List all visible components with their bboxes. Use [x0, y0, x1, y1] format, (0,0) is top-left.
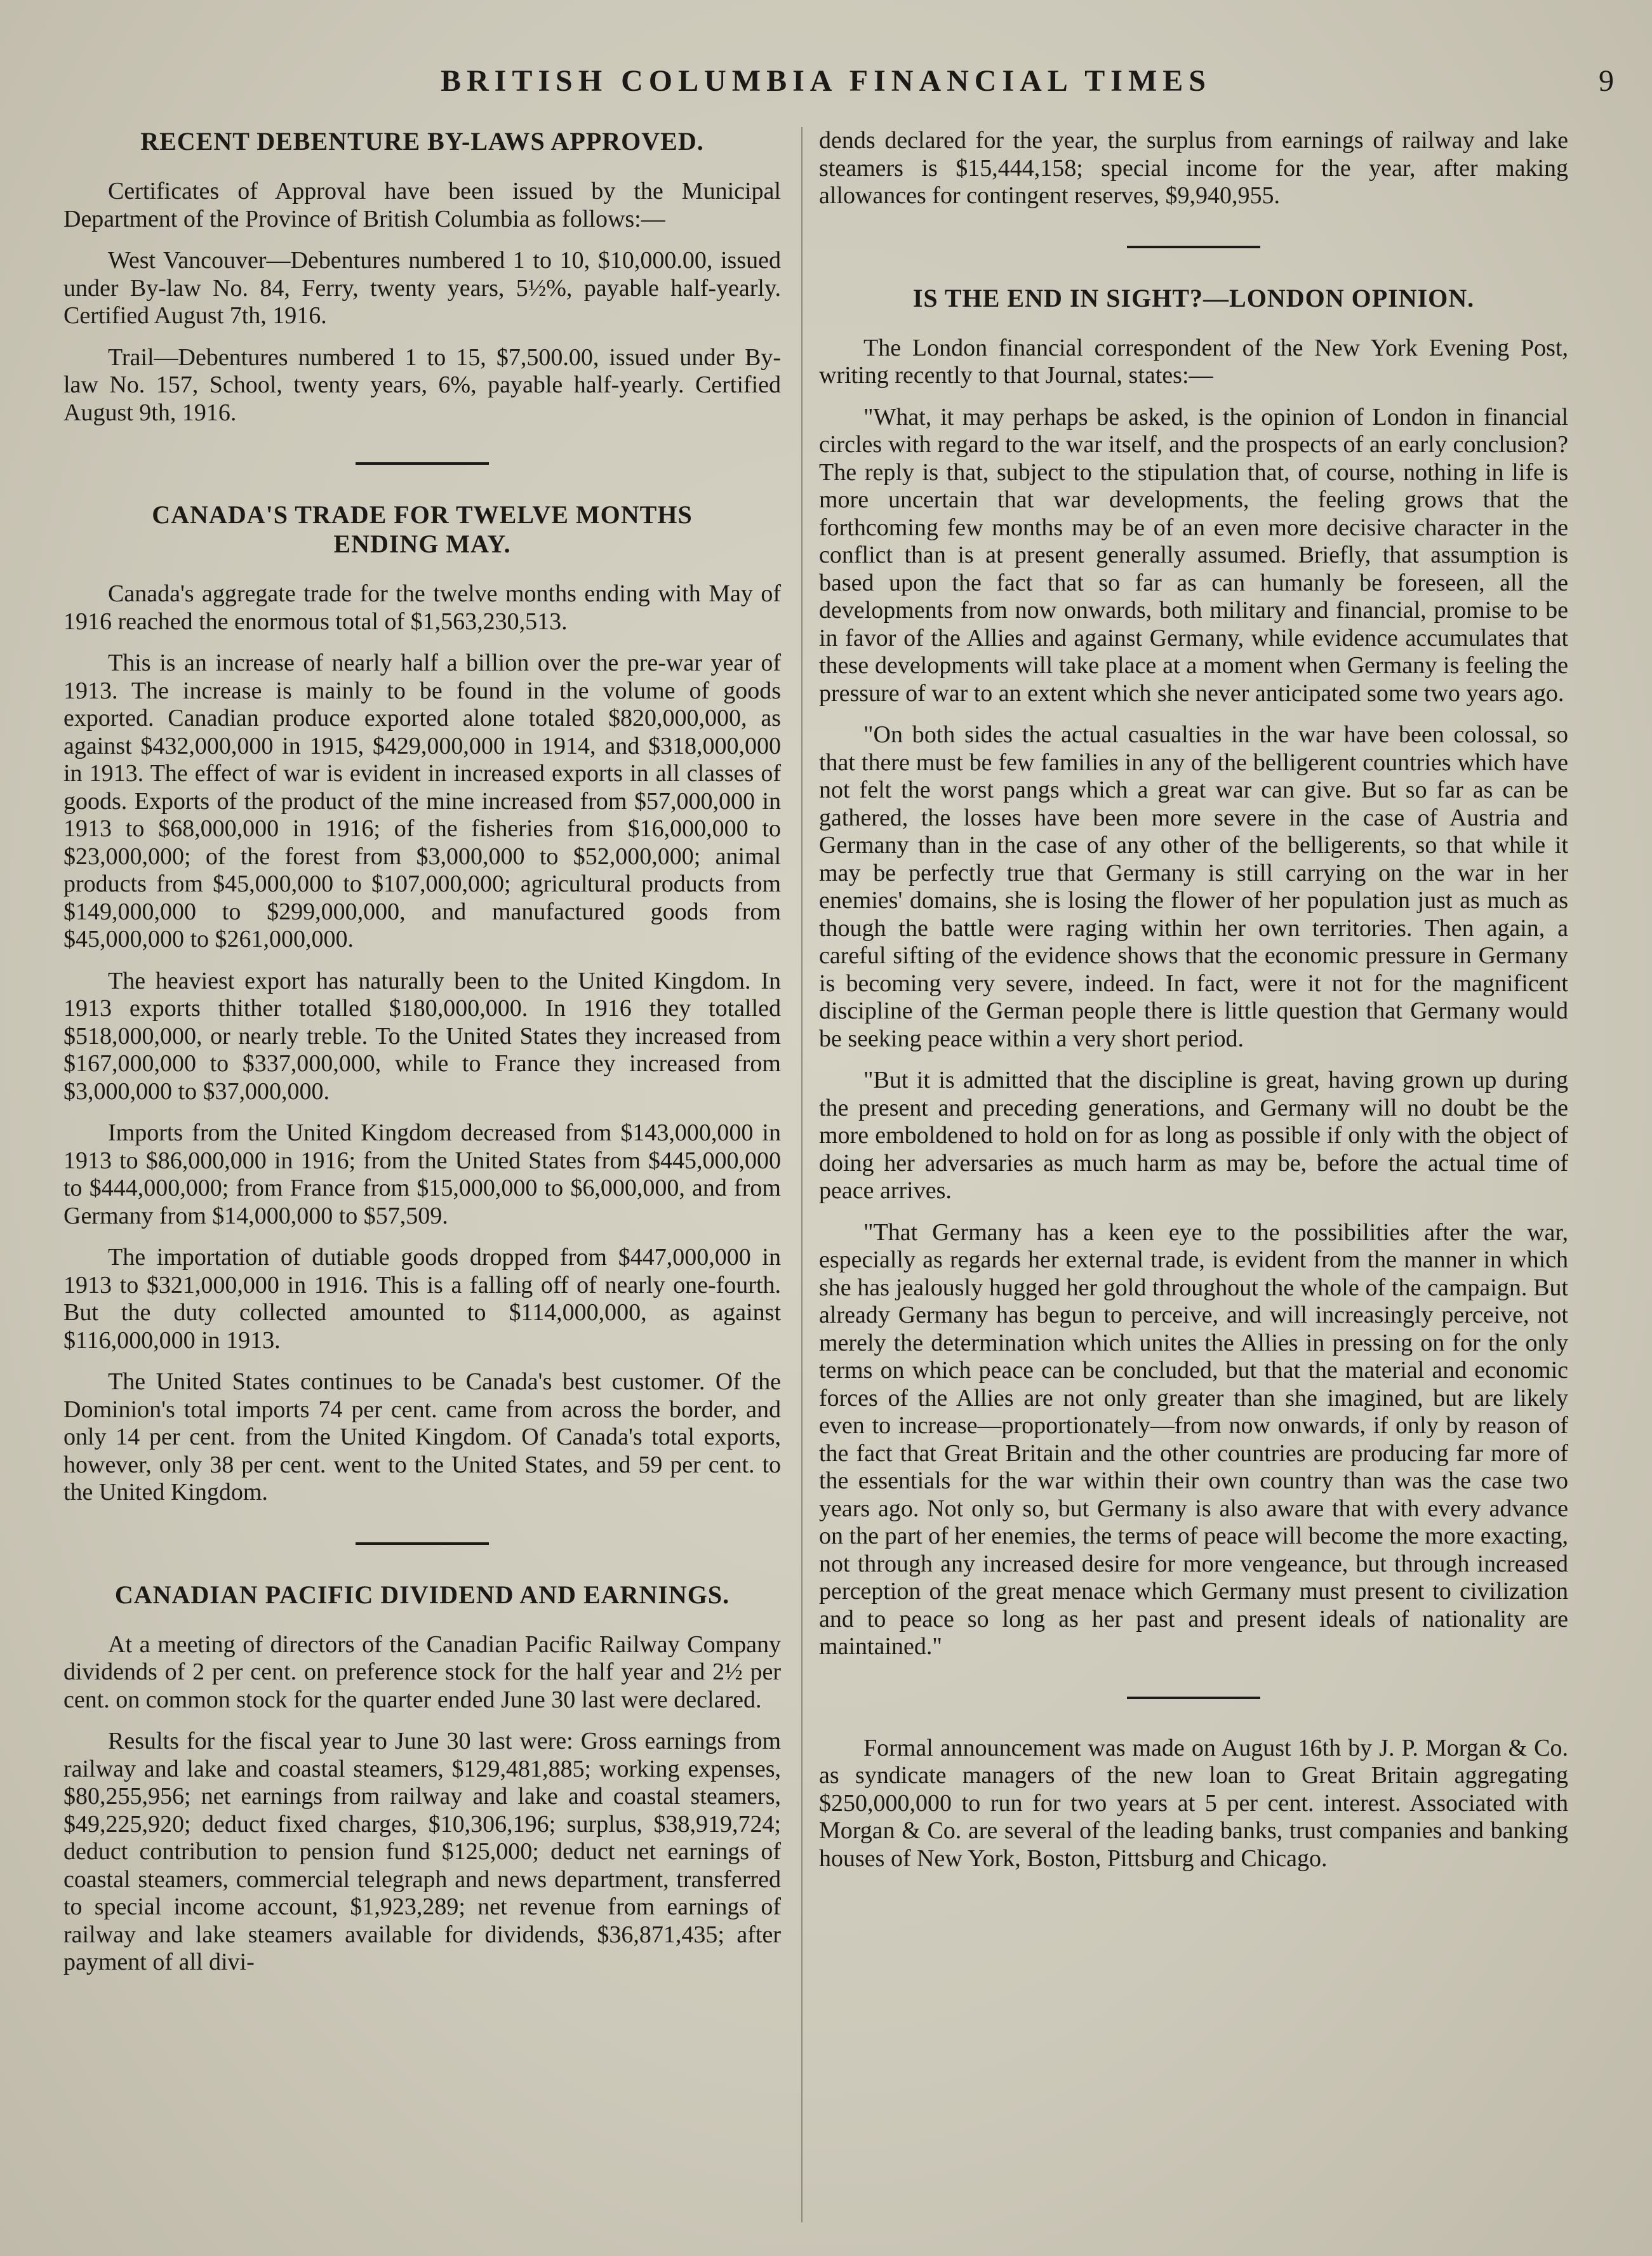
cpr-heading: CANADIAN PACIFIC DIVIDEND AND EARNINGS.	[114, 1580, 730, 1609]
column-divider	[801, 127, 803, 2222]
trade-heading-line2: ENDING MAY.	[333, 530, 511, 558]
section-divider	[1127, 246, 1260, 248]
london-paragraph: "What, it may perhaps be asked, is the opinion of London in financial circles with regard to the war itself, and the prospects of an early conclusion? The reply is that, subject to the stipulation that, of course, nothing in life is more uncertain that war developments, the feeling grows that the forthcoming few months may be of an even more decisive character in the conflict than is at present generally assumed. Briefly, that assumption is based upon the fact that so far as can humanly be foreseen, all the developments from now onwards, both military and financial, promise to be in favor of the Allies and against Germany, while evidence accumulates that these developments will take place at a moment when Germany is feeling the pressure of war to an extent which she never anticipated some two years ago.	[819, 403, 1568, 707]
running-title: BRITISH COLUMBIA FINANCIAL TIMES	[441, 64, 1211, 98]
trade-paragraph: The heaviest export has naturally been to the United Kingdom. In 1913 exports thither totalled $180,000,000. In 1916 they totalled $518,000,000, or nearly treble. To the United States they increased from $167,000,000 to $337,000,000, while to France they increased from $3,000,000 to $37,000,000.	[63, 967, 781, 1105]
london-paragraph: The London financial correspondent of the New York Evening Post, writing recently to that Journal, states:—	[819, 334, 1568, 389]
london-heading: IS THE END IN SIGHT?—LONDON OPINION.	[912, 283, 1475, 312]
page-number: 9	[1599, 64, 1614, 98]
section-divider	[356, 1542, 489, 1545]
debentures-west-vancouver: West Vancouver—Debentures numbered 1 to 10, $10,000.00, issued under By-law No. 84, Ferry, twenty years, 5½%, payable half-yearly. Certified August 7th, 1916.	[63, 247, 781, 329]
cpr-paragraph: Results for the fiscal year to June 30 last were: Gross earnings from railway and lake and coastal steamers, $129,481,885; working expenses, $80,255,956; net earnings from railway and lake and coastal steamers, $49,225,920; deduct fixed charges, $10,306,196; surplus, $38,919,724; deduct contribution to pension fund $125,000; deduct net earnings of coastal steamers, commercial telegraph and news department, transferred to special income account, $1,923,289; net revenue from earnings of railway and lake steamers available for dividends, $36,871,435; after payment of all divi-	[63, 1728, 781, 1975]
trade-heading-line1: CANADA'S TRADE FOR TWELVE MONTHS	[152, 500, 693, 529]
right-column	[819, 127, 1568, 1886]
london-paragraph: "That Germany has a keen eye to the possibilities after the war, especially as regards her external trade, is evident from the manner in which she has jealously hugged her gold throughout the whole of the campaign. But already Germany has begun to perceive, and will increasingly perceive, not merely the determination which unites the Allies in pressing on for the only terms on which peace can be concluded, but that the material and economic forces of the Allies are not only greater than she imagined, but are likely even to increase—proportionately—from now onwards, if only by reason of the fact that Great Britain and the other countries are producing far more of the essentials for the war within their own country than was the case two years ago. Not only so, but Germany is also aware that with every advance on the part of her enemies, the terms of peace will become the more exacting, not through any increased desire for more vengeance, but through increased perception of the great menace which Germany must present to civilization and to peace so long as her past and present ideals of nationality are maintained."	[819, 1218, 1568, 1660]
trade-paragraph: Imports from the United Kingdom decreased from $143,000,000 in 1913 to $86,000,000 in 1916; from the United States from $445,000,000 to $444,000,000; from France from $15,000,000 to $6,000,000, and from Germany from $14,000,000 to $57,509.	[63, 1119, 781, 1229]
left-column	[63, 127, 781, 1991]
section-divider	[356, 462, 489, 465]
debentures-heading: RECENT DEBENTURE BY-LAWS APPROVED.	[140, 127, 704, 156]
section-divider	[1127, 1697, 1260, 1699]
cpr-paragraph: At a meeting of directors of the Canadian Pacific Railway Company dividends of 2 per cent. on preference stock for the half year and 2½ per cent. on common stock for the quarter ended June 30 last were declared.	[63, 1631, 781, 1713]
cpr-continuation: dends declared for the year, the surplus from earnings of railway and lake steamers is $15,444,158; special income for the year, after making allowances for contingent reserves, $9,940,955.	[819, 127, 1568, 209]
trade-heading	[63, 500, 781, 559]
london-paragraph: "On both sides the actual casualties in the war have been colossal, so that there must be few families in any of the belligerent countries which have not felt the worst pangs which a great war can give. But so far as can be gathered, the losses have been more severe in the case of Austria and Germany than in the case of any other of the belligerents, so that while it may be perfectly true that Germany is still carrying on the war in her enemies' domains, she is losing the flower of her population just as much as though the battle were raging within her own territories. Then again, a careful sifting of the evidence shows that the economic pressure in Germany is becoming very severe, indeed. In fact, were it not for the magnificent discipline of the German people there is little question that Germany would be seeking peace within a very short period.	[819, 721, 1568, 1052]
debentures-intro: Certificates of Approval have been issued by the Municipal Department of the Province of British Columbia as follows:—	[63, 178, 781, 232]
morgan-paragraph: Formal announcement was made on August 16th by J. P. Morgan & Co. as syndicate managers of the new loan to Great Britain aggregating $250,000,000 to run for two years at 5 per cent. interest. Associated with Morgan & Co. are several of the leading banks, trust companies and banking houses of New York, Boston, Pittsburg and Chicago.	[819, 1734, 1568, 1872]
trade-paragraph: The importation of dutiable goods dropped from $447,000,000 in 1913 to $321,000,000 in 1916. This is a falling off of nearly one-fourth. But the duty collected amounted to $114,000,000, as against $116,000,000 in 1913.	[63, 1244, 781, 1354]
trade-paragraph: This is an increase of nearly half a billion over the pre-war year of 1913. The increase is mainly to be found in the volume of goods exported. Canadian produce exported alone totaled $820,000,000, as against $432,000,000 in 1915, $429,000,000 in 1914, and $318,000,000 in 1913. The effect of war is evident in increased exports in all classes of goods. Exports of the product of the mine increased from $57,000,000 in 1913 to $68,000,000 in 1916; of the fisheries from $16,000,000 to $23,000,000; of the forest from $3,000,000 to $52,000,000; animal products from $45,000,000 to $107,000,000; agricultural products from $149,000,000 to $299,000,000, and manufactured goods from $45,000,000 to $261,000,000.	[63, 650, 781, 952]
trade-paragraph: Canada's aggregate trade for the twelve months ending with May of 1916 reached the enormous total of $1,563,230,513.	[63, 580, 781, 635]
london-paragraph: "But it is admitted that the discipline is great, having grown up during the present and preceding generations, and Germany will no doubt be the more emboldened to hold on for as long as possible if only with the object of doing her adversaries as much harm as may be, before the actual time of peace arrives.	[819, 1067, 1568, 1204]
trade-paragraph: The United States continues to be Canada's best customer. Of the Dominion's total imports 74 per cent. came from across the border, and only 14 per cent. from the United Kingdom. Of Canada's total exports, however, only 38 per cent. went to the United States, and 59 per cent. to the United Kingdom.	[63, 1368, 781, 1505]
debentures-trail: Trail—Debentures numbered 1 to 15, $7,500.00, issued under By-law No. 157, School, twenty years, 6%, payable half-yearly. Certified August 9th, 1916.	[63, 344, 781, 426]
